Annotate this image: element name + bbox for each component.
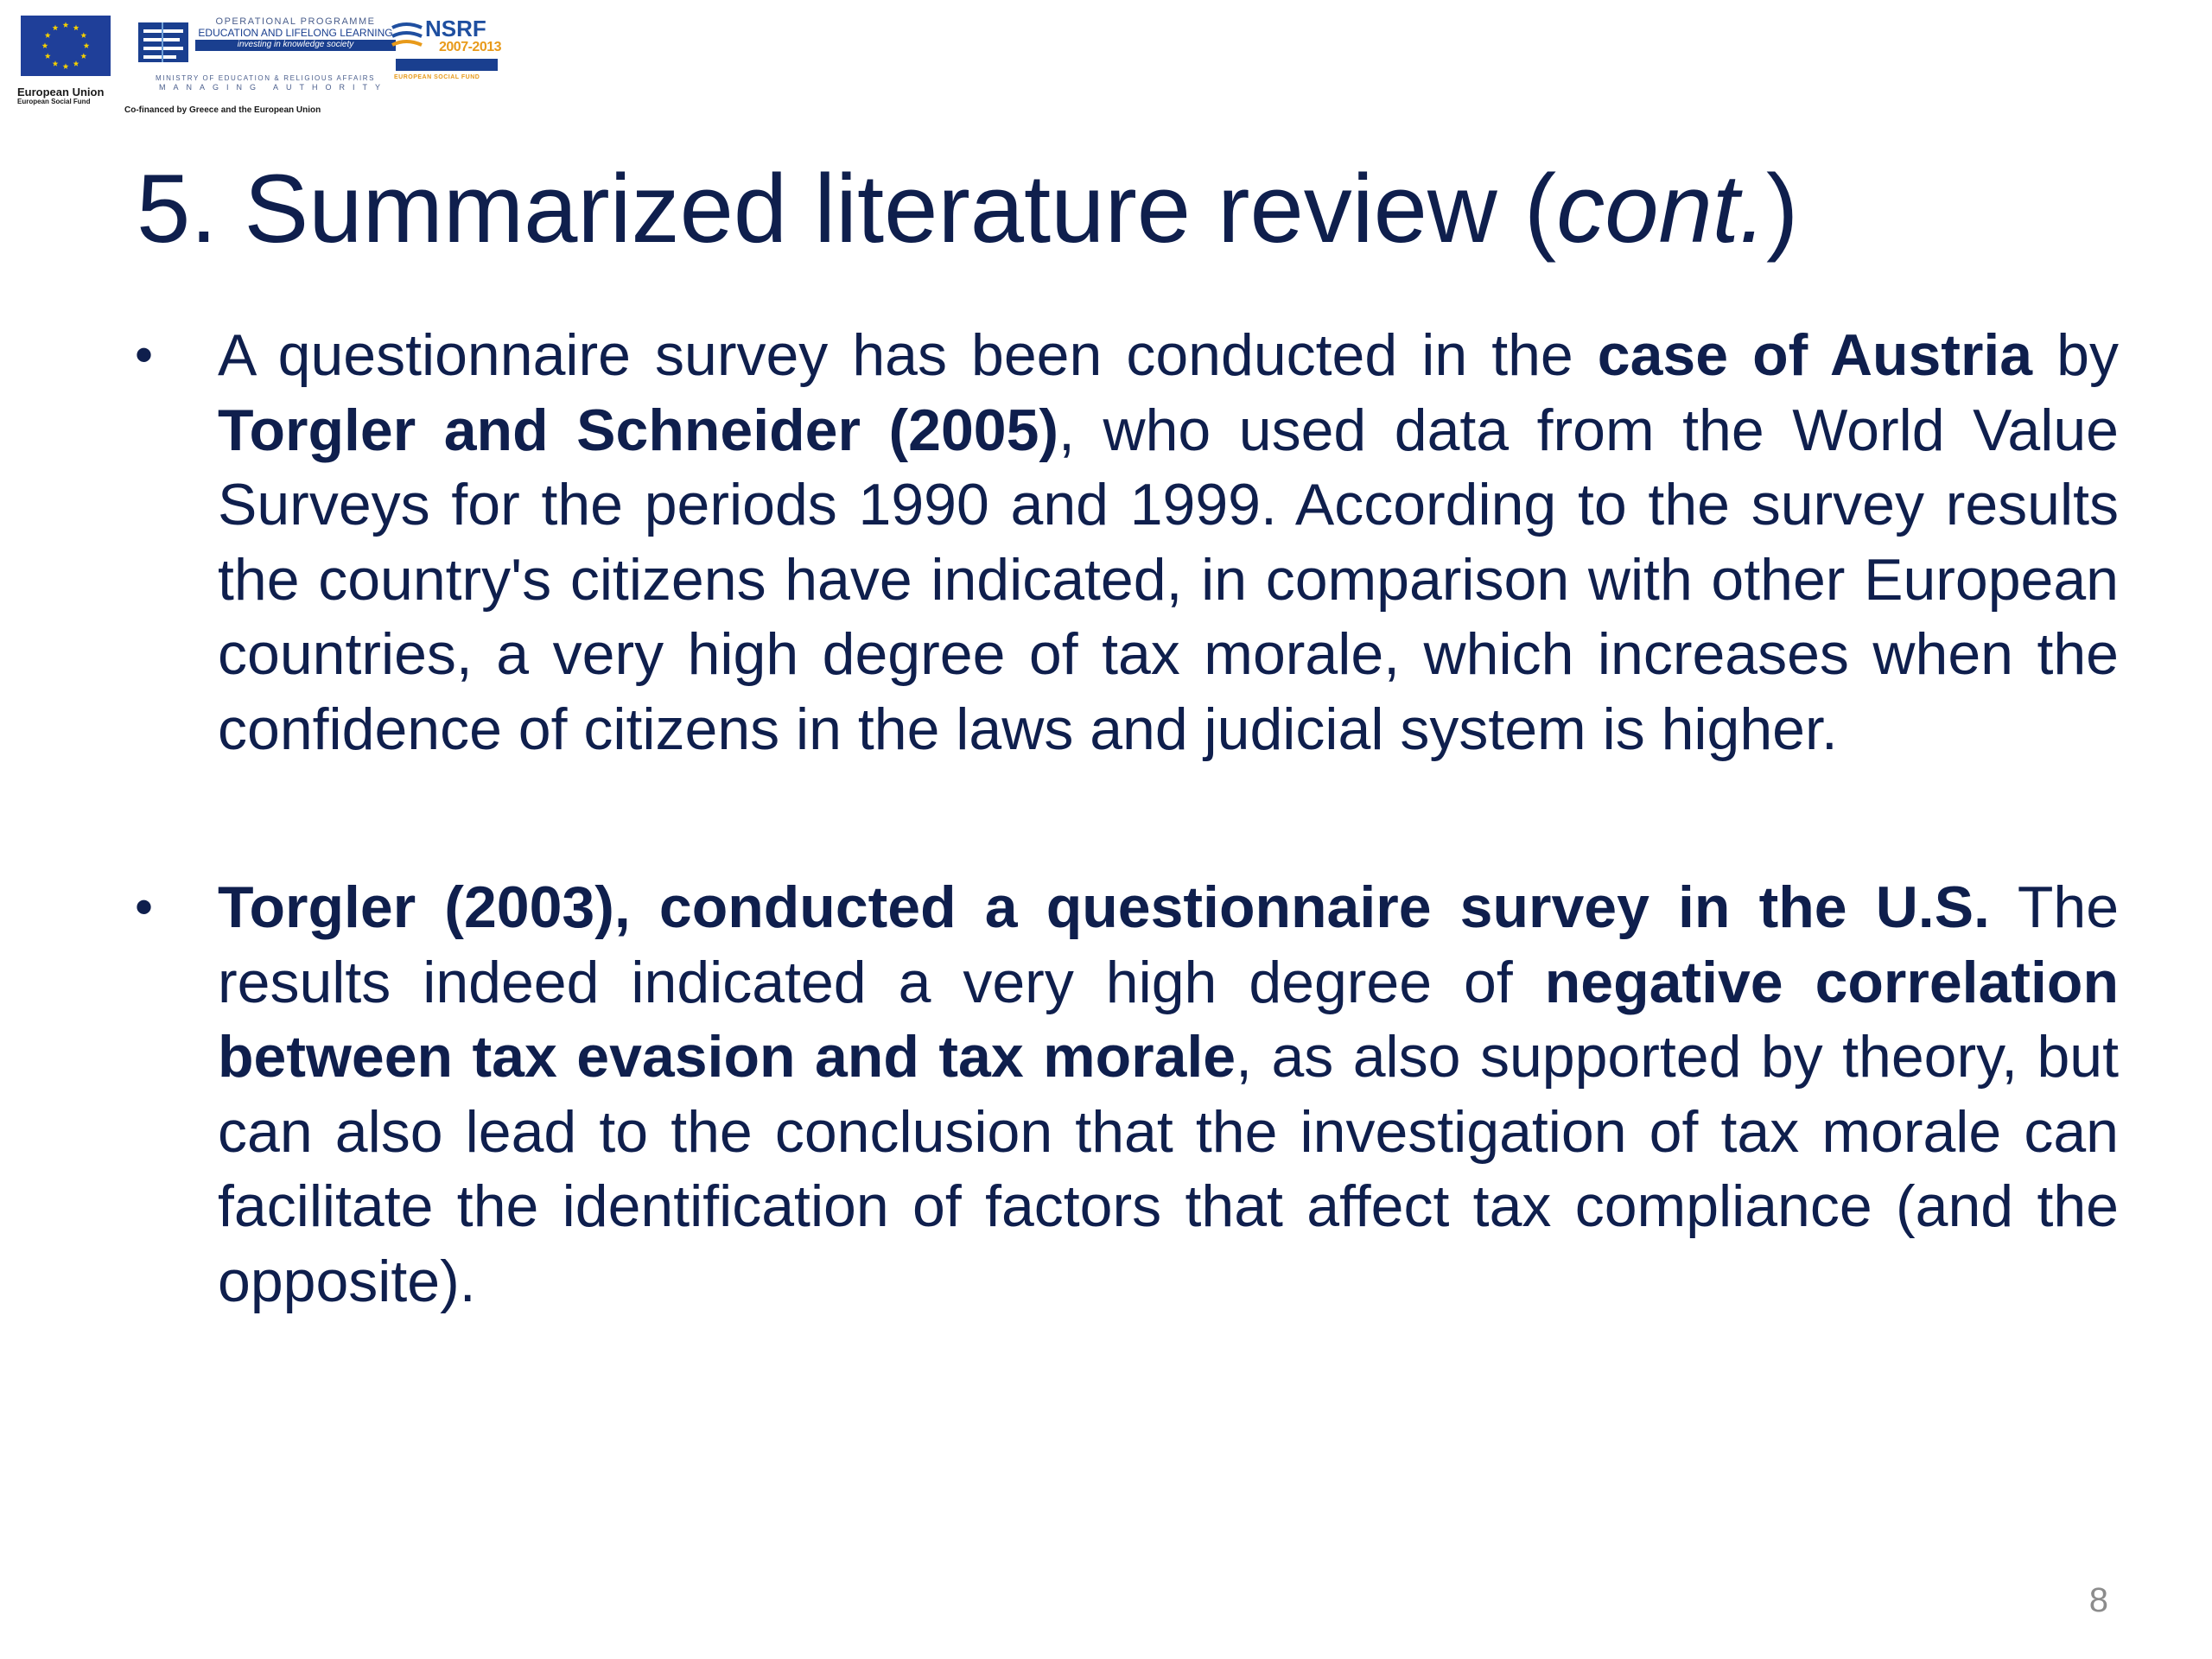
nsrf-band — [396, 59, 498, 71]
bullet-dot: • — [135, 878, 154, 936]
op-text — [195, 17, 396, 51]
eu-star-icon — [42, 42, 48, 48]
logo-strip — [17, 7, 510, 124]
nsrf-swoosh-icon — [389, 21, 425, 55]
page-number: 8 — [2088, 1581, 2108, 1619]
eu-star-icon — [53, 25, 59, 31]
eu-star-icon — [45, 53, 51, 59]
bold-phrase: case of Austria — [1597, 322, 2033, 388]
ministry-name: MINISTRY OF EDUCATION & RELIGIOUS AFFAIRS — [156, 74, 376, 82]
op-tagline: investing in knowledge society — [195, 40, 396, 51]
eu-star-icon — [80, 32, 86, 38]
op-line2: EDUCATION AND LIFELONG LEARNING — [198, 26, 393, 39]
eu-star-icon — [84, 42, 90, 48]
nsrf-years: 2007-2013 — [439, 40, 502, 54]
bullet-list — [131, 318, 2119, 1319]
eu-star-icon — [63, 63, 69, 69]
eu-star-icon — [80, 53, 86, 59]
bullet-text — [218, 322, 2119, 762]
title-prefix: 5. Summarized literature review ( — [137, 155, 1557, 263]
eu-caption-line2: European Social Fund — [17, 98, 91, 106]
co-financed-note: Co-financed by Greece and the European Union — [124, 105, 321, 115]
bold-phrase: negative correlation between tax evasion and tax morale — [218, 949, 2119, 1090]
book-logo-icon — [137, 19, 190, 66]
text-run: , who used data from the World Value Surveys for the periods 1990 and 1999. According to the survey results the country's citizens have indicated, in comparison with other European countries, a very high degree of tax morale, which increases when the confidence of citizens in the laws and judicial system is higher. — [218, 397, 2119, 762]
bullet-text — [218, 874, 2119, 1314]
op-ministry — [152, 74, 394, 92]
bullet-item — [131, 870, 2119, 1319]
title-suffix: ) — [1766, 155, 1799, 263]
text-run: A questionnaire survey has been conducted in the — [218, 322, 1598, 388]
nsrf-logo — [389, 17, 505, 86]
op-line1: OPERATIONAL PROGRAMME — [215, 16, 376, 27]
bullet-item — [131, 318, 2119, 766]
eu-star-icon — [53, 60, 59, 67]
text-run: by — [2032, 322, 2119, 388]
eu-caption — [17, 86, 114, 106]
bold-phrase: Torgler (2003), conducted a questionnaire survey in the U.S. — [218, 874, 1990, 940]
nsrf-fund: EUROPEAN SOCIAL FUND — [394, 74, 480, 80]
bullet-dot: • — [135, 326, 154, 384]
eu-star-icon — [73, 25, 79, 31]
slide-title — [137, 156, 1798, 262]
eu-logo — [17, 14, 114, 122]
bold-phrase: Torgler and Schneider (2005) — [218, 397, 1059, 463]
eu-star-icon — [45, 32, 51, 38]
nsrf-title: NSRF — [425, 16, 486, 41]
eu-star-icon — [73, 60, 79, 67]
eu-star-icon — [63, 22, 69, 28]
eu-caption-line1: European Union — [17, 86, 105, 99]
eu-flag-icon — [21, 16, 111, 76]
managing-authority: MANAGING AUTHORITY — [159, 83, 389, 92]
text-run: , as also supported by theory, but can also lead to the conclusion that the investigation of tax morale can facilitate the identification of factors that affect tax compliance (and the opposite). — [218, 1024, 2119, 1314]
eu-stars-icon — [21, 16, 111, 76]
title-italic: cont. — [1556, 155, 1767, 263]
text-run: The results indeed indicated a very high degree of — [218, 874, 2120, 1015]
